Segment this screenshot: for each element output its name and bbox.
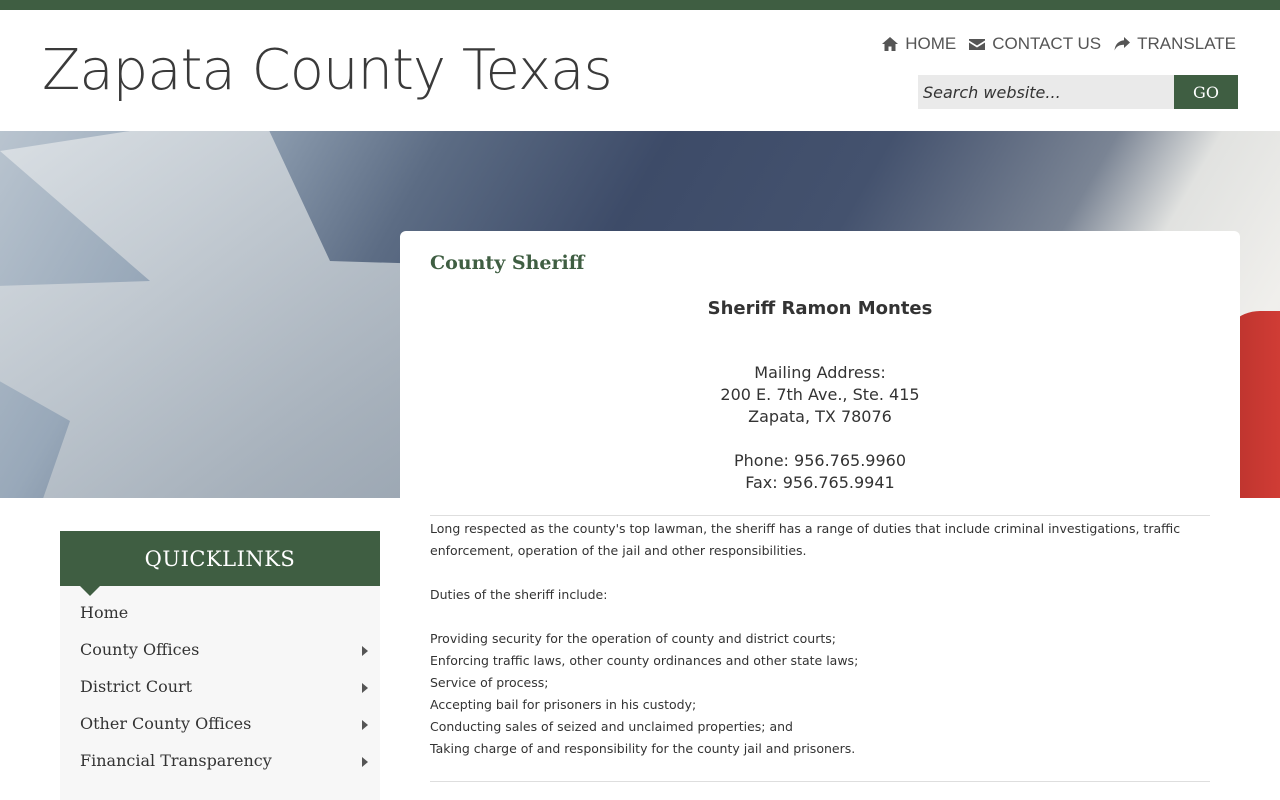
nav-contact-label: CONTACT US — [992, 34, 1102, 53]
duty-item: Providing security for the operation of county and district courts; — [430, 631, 836, 646]
submenu-arrow-icon[interactable] — [362, 683, 368, 693]
search-input[interactable] — [918, 75, 1174, 109]
nav-translate-link[interactable] — [1113, 34, 1236, 54]
top-nav — [881, 34, 1236, 54]
duty-item: Service of process; — [430, 675, 549, 690]
address-line-2: Zapata, TX 78076 — [748, 407, 892, 426]
intro-paragraph: Long respected as the county's top lawman, the sheriff has a range of duties that include criminal investigations, traffic enforcement, operation of the jail and other responsibilities. — [430, 521, 1181, 558]
sheriff-name: Sheriff Ramon Montes — [707, 298, 933, 319]
quicklink-label: Financial Transparency — [80, 751, 272, 770]
address-line-1: 200 E. 7th Ave., Ste. 415 — [720, 385, 920, 404]
submenu-arrow-icon[interactable] — [362, 720, 368, 730]
quicklink-other-county-offices[interactable] — [60, 714, 380, 751]
nav-translate-label: TRANSLATE — [1137, 34, 1236, 53]
quicklink-label: Home — [80, 603, 129, 622]
content-divider-top — [430, 515, 1210, 516]
quicklinks-header-notch — [80, 586, 100, 596]
quicklinks-header — [60, 531, 380, 586]
sheriff-description — [430, 518, 1210, 760]
duty-item: Taking charge of and responsibility for the county jail and prisoners. — [430, 741, 856, 756]
search-go-button[interactable]: GO — [1174, 75, 1238, 109]
nav-contact-link[interactable] — [968, 34, 1101, 54]
contact-info — [400, 362, 1240, 494]
envelope-icon — [968, 36, 986, 52]
duty-item: Conducting sales of seized and unclaimed properties; and — [430, 719, 793, 734]
home-icon — [881, 36, 899, 52]
submenu-arrow-icon[interactable] — [362, 646, 368, 656]
quicklinks-title: QUICKLINKS — [144, 546, 296, 571]
quicklink-district-court[interactable] — [60, 677, 380, 714]
share-arrow-icon — [1113, 36, 1131, 52]
quicklinks-list — [60, 586, 380, 788]
fax-number: Fax: 956.765.9941 — [745, 473, 895, 492]
quicklinks-panel — [60, 531, 380, 800]
duty-item: Accepting bail for prisoners in his custody; — [430, 697, 697, 712]
submenu-arrow-icon[interactable] — [362, 757, 368, 767]
nav-home-link[interactable] — [881, 34, 956, 54]
site-header — [0, 10, 1280, 131]
duty-item: Enforcing traffic laws, other county ordinances and other state laws; — [430, 653, 859, 668]
quicklink-label: Other County Offices — [80, 714, 252, 733]
site-title[interactable]: Zapata County Texas — [42, 38, 612, 103]
phone-number: Phone: 956.765.9960 — [733, 451, 906, 470]
top-accent-bar — [0, 0, 1280, 10]
quicklink-county-offices[interactable] — [60, 640, 380, 677]
quicklink-financial-transparency[interactable] — [60, 751, 380, 788]
quicklink-label: District Court — [80, 677, 193, 696]
main-content — [400, 231, 1240, 800]
mailing-address-label: Mailing Address: — [754, 363, 886, 382]
quicklink-home[interactable] — [60, 603, 380, 640]
quicklink-label: County Offices — [80, 640, 200, 659]
page-title: County Sheriff — [430, 252, 585, 274]
content-divider-bottom — [430, 781, 1210, 782]
site-search — [918, 75, 1238, 109]
nav-home-label: HOME — [905, 34, 957, 53]
duties-heading: Duties of the sheriff include: — [430, 587, 608, 602]
